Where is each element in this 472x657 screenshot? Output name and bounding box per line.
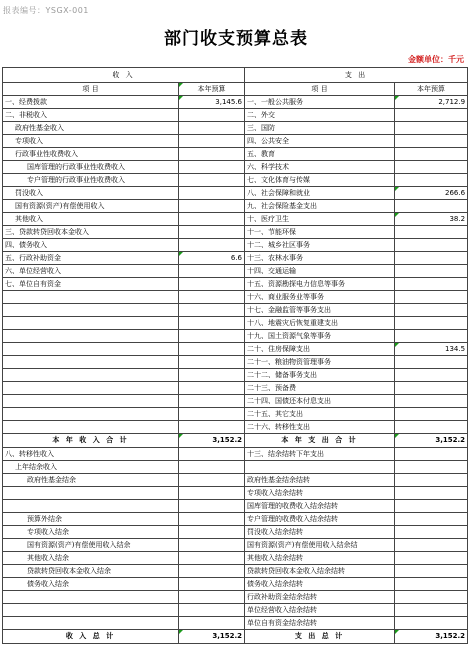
income-amount-cell[interactable] [179,109,245,122]
table-row [3,500,468,513]
income-item-cell[interactable]: 三、贷款转贷回收本金收入 [3,226,179,239]
expense-total-value[interactable]: 3,152.2 [395,630,468,644]
expense-item-cell[interactable]: 二十四、国债还本付息支出 [245,395,395,408]
expense-amount-cell[interactable] [395,591,468,604]
expense-item-cell[interactable]: 二十、住房保障支出 [245,343,395,356]
expense-subtotal-value[interactable]: 3,152.2 [395,434,468,448]
expense-item-cell[interactable]: 三、国防 [245,122,395,135]
expense-subtotal-label[interactable]: 本 年 支 出 合 计 [245,434,395,448]
income-amount-cell[interactable] [179,395,245,408]
income-item-cell[interactable]: 行政事业性收费收入 [3,148,179,161]
expense-amount-cell[interactable] [395,604,468,617]
income-item-cell[interactable] [3,617,179,630]
expense-total-label[interactable]: 支 出 总 计 [245,630,395,644]
expense-item-cell[interactable]: 十三、农林水事务 [245,252,395,265]
income-item-cell[interactable]: 六、单位经营收入 [3,265,179,278]
expense-amount-cell[interactable]: 38.2 [395,213,468,226]
expense-item-cell[interactable]: 二十二、储备事务支出 [245,369,395,382]
income-item-cell[interactable]: 国有资源(资产)有偿使用收入结余 [3,539,179,552]
expense-item-col-header: 项 目 [245,83,395,96]
income-amount-cell[interactable] [179,265,245,278]
expense-amount-cell[interactable] [395,174,468,187]
expense-amount-cell[interactable] [395,382,468,395]
expense-amount-cell[interactable] [395,226,468,239]
table-row [3,122,468,135]
expense-amount-cell[interactable] [395,109,468,122]
table-row [3,552,468,565]
expense-amount-col-header: 本年预算 [395,83,468,96]
income-amount-cell[interactable] [179,187,245,200]
expense-amount-cell[interactable] [395,265,468,278]
expense-item-cell[interactable]: 二、外交 [245,109,395,122]
income-amount-cell[interactable] [179,122,245,135]
expense-item-cell[interactable]: 十三、结余结转下年支出 [245,448,395,461]
budget-table [2,67,468,644]
income-item-col-header: 项 目 [3,83,179,96]
table-row [3,448,468,461]
income-amount-cell[interactable]: 3,145.6 [179,96,245,109]
table-row [3,408,468,421]
table-row [3,356,468,369]
income-total-label[interactable]: 收 入 总 计 [3,630,179,644]
expense-amount-cell[interactable] [395,500,468,513]
expense-amount-cell[interactable] [395,448,468,461]
income-amount-col-header: 本年预算 [179,83,245,96]
income-item-cell[interactable]: 上年结余收入 [3,461,179,474]
income-amount-cell[interactable] [179,200,245,213]
income-amount-cell[interactable] [179,330,245,343]
income-amount-cell[interactable] [179,487,245,500]
table-row [3,421,468,434]
income-amount-cell[interactable] [179,617,245,630]
expense-amount-cell[interactable] [395,539,468,552]
table-row [3,135,468,148]
income-amount-cell[interactable] [179,565,245,578]
income-amount-cell[interactable] [179,552,245,565]
income-amount-cell[interactable] [179,369,245,382]
expense-amount-cell[interactable] [395,408,468,421]
expense-item-cell[interactable]: 九、社会保险基金支出 [245,200,395,213]
table-row [3,213,468,226]
expense-item-cell[interactable]: 十五、资源勘探电力信息等事务 [245,278,395,291]
income-amount-cell[interactable] [179,526,245,539]
income-amount-cell[interactable] [179,148,245,161]
income-item-cell[interactable] [3,356,179,369]
table-row [3,291,468,304]
expense-item-cell[interactable]: 国有资源(资产)有偿使用收入结余结 [245,539,395,552]
income-amount-cell[interactable] [179,408,245,421]
expense-amount-cell[interactable] [395,148,468,161]
expense-amount-cell[interactable] [395,356,468,369]
income-item-cell[interactable]: 四、债务收入 [3,239,179,252]
expense-header: 支 出 [245,68,468,83]
table-row [3,474,468,487]
expense-item-cell[interactable]: 二十三、预备费 [245,382,395,395]
income-amount-cell[interactable] [179,461,245,474]
table-row [3,330,468,343]
expense-item-cell[interactable]: 政府性基金结余结转 [245,474,395,487]
income-item-cell[interactable]: 贷款转贷回收本金收入结余 [3,565,179,578]
table-row [3,343,468,356]
expense-amount-cell[interactable] [395,135,468,148]
income-item-cell[interactable]: 专项收入结余 [3,526,179,539]
income-amount-cell[interactable] [179,174,245,187]
expense-item-cell[interactable]: 国库管理的收费收入结余结转 [245,500,395,513]
expense-item-cell[interactable]: 债务收入结余结转 [245,578,395,591]
income-amount-cell[interactable] [179,356,245,369]
income-item-cell[interactable] [3,591,179,604]
income-amount-cell[interactable] [179,448,245,461]
expense-item-cell[interactable]: 贷款转贷回收本金收入结余结转 [245,565,395,578]
income-item-cell[interactable] [3,500,179,513]
income-item-cell[interactable] [3,395,179,408]
expense-item-cell[interactable]: 十七、金融监管等事务支出 [245,304,395,317]
expense-item-cell[interactable]: 十、医疗卫生 [245,213,395,226]
income-amount-cell[interactable] [179,500,245,513]
expense-amount-cell[interactable] [395,330,468,343]
income-item-cell[interactable] [3,291,179,304]
expense-amount-cell[interactable] [395,200,468,213]
income-amount-cell[interactable]: 6.6 [179,252,245,265]
table-row [3,239,468,252]
amount-unit: 金额单位：千元 [408,55,464,64]
income-item-cell[interactable] [3,369,179,382]
expense-item-cell[interactable]: 其他收入结余结转 [245,552,395,565]
income-amount-cell[interactable] [179,539,245,552]
expense-amount-cell[interactable] [395,565,468,578]
income-item-cell[interactable] [3,382,179,395]
table-row [3,604,468,617]
table-row [3,148,468,161]
expense-item-cell[interactable]: 二十一、粮油物资管理事务 [245,356,395,369]
expense-amount-cell[interactable] [395,278,468,291]
table-row [3,161,468,174]
expense-item-cell[interactable]: 十四、交通运输 [245,265,395,278]
expense-amount-cell[interactable]: 134.5 [395,343,468,356]
income-item-cell[interactable] [3,304,179,317]
expense-amount-cell[interactable] [395,474,468,487]
expense-amount-cell[interactable] [395,317,468,330]
expense-amount-cell[interactable]: 2,712.9 [395,96,468,109]
table-row [3,513,468,526]
income-amount-cell[interactable] [179,474,245,487]
expense-item-cell[interactable]: 罚没收入结余结转 [245,526,395,539]
income-item-cell[interactable]: 罚没收入 [3,187,179,200]
income-item-cell[interactable]: 国有资源(资产)有偿使用收入 [3,200,179,213]
income-item-cell[interactable]: 债务收入结余 [3,578,179,591]
table-row [3,174,468,187]
income-item-cell[interactable]: 其他收入结余 [3,552,179,565]
income-amount-cell[interactable] [179,343,245,356]
table-row [3,278,468,291]
table-row [3,565,468,578]
income-item-cell[interactable]: 政府性基金收入 [3,122,179,135]
section-header-row [3,68,468,83]
income-amount-cell[interactable] [179,421,245,434]
income-amount-cell[interactable] [179,239,245,252]
expense-item-cell[interactable] [245,461,395,474]
expense-item-cell[interactable]: 单位经营收入结余结转 [245,604,395,617]
income-amount-cell[interactable] [179,604,245,617]
income-item-cell[interactable] [3,330,179,343]
income-amount-cell[interactable] [179,213,245,226]
column-header-row [3,83,468,96]
income-item-cell[interactable]: 其他收入 [3,213,179,226]
table-row [3,187,468,200]
expense-item-cell[interactable]: 专户管理的收费收入结余结转 [245,513,395,526]
expense-amount-cell[interactable] [395,395,468,408]
income-item-cell[interactable]: 预算外结余 [3,513,179,526]
expense-item-cell[interactable]: 十二、城乡社区事务 [245,239,395,252]
expense-item-cell[interactable]: 单位自有资金结余结转 [245,617,395,630]
table-row [3,226,468,239]
table-row [3,200,468,213]
expense-amount-cell[interactable] [395,526,468,539]
expense-item-cell[interactable]: 十九、国土资源气象等事务 [245,330,395,343]
income-item-cell[interactable]: 五、行政补助资金 [3,252,179,265]
income-item-cell[interactable] [3,343,179,356]
income-amount-cell[interactable] [179,513,245,526]
expense-amount-cell[interactable] [395,617,468,630]
income-amount-cell[interactable] [179,578,245,591]
income-amount-cell[interactable] [179,135,245,148]
income-item-cell[interactable]: 二、非税收入 [3,109,179,122]
expense-amount-cell[interactable] [395,369,468,382]
expense-item-cell[interactable]: 十六、商业服务业等事务 [245,291,395,304]
expense-amount-cell[interactable] [395,513,468,526]
income-total-value[interactable]: 3,152.2 [179,630,245,644]
page-title: 部门收支预算总表 [164,29,308,49]
income-subtotal-value[interactable]: 3,152.2 [179,434,245,448]
subtotal-row [3,434,468,448]
income-amount-cell[interactable] [179,304,245,317]
table-row [3,96,468,109]
table-row [3,109,468,122]
table-row [3,369,468,382]
table-row [3,265,468,278]
income-subtotal-label[interactable]: 本 年 收 入 合 计 [3,434,179,448]
expense-amount-cell[interactable] [395,239,468,252]
expense-item-cell[interactable]: 四、公共安全 [245,135,395,148]
table-row [3,252,468,265]
income-item-cell[interactable]: 七、单位自有资金 [3,278,179,291]
expense-amount-cell[interactable] [395,122,468,135]
income-item-cell[interactable] [3,421,179,434]
grand-total-row [3,630,468,644]
income-item-cell[interactable]: 八、转移性收入 [3,448,179,461]
income-item-cell[interactable]: 国库管理的行政事业性收费收入 [3,161,179,174]
table-row [3,304,468,317]
expense-amount-cell[interactable]: 266.6 [395,187,468,200]
table-row [3,382,468,395]
expense-amount-cell[interactable] [395,487,468,500]
income-header: 收 入 [3,68,245,83]
income-item-cell[interactable] [3,408,179,421]
income-amount-cell[interactable] [179,161,245,174]
table-row [3,395,468,408]
expense-amount-cell[interactable] [395,161,468,174]
income-item-cell[interactable] [3,487,179,500]
report-code: 报表编号：YSGX-001 [3,6,89,15]
table-row [3,317,468,330]
table-row [3,578,468,591]
expense-amount-cell[interactable] [395,304,468,317]
expense-item-cell[interactable]: 二十五、其它支出 [245,408,395,421]
table-row [3,526,468,539]
expense-item-cell[interactable]: 二十六、转移性支出 [245,421,395,434]
table-row [3,539,468,552]
income-item-cell[interactable]: 政府性基金结余 [3,474,179,487]
expense-item-cell[interactable]: 一、一般公共服务 [245,96,395,109]
income-amount-cell[interactable] [179,317,245,330]
table-row [3,487,468,500]
income-item-cell[interactable]: 专项收入 [3,135,179,148]
expense-amount-cell[interactable] [395,552,468,565]
income-amount-cell[interactable] [179,382,245,395]
expense-item-cell[interactable]: 十八、地震灾后恢复重建支出 [245,317,395,330]
income-item-cell[interactable]: 专户管理的行政事业性收费收入 [3,174,179,187]
income-amount-cell[interactable] [179,591,245,604]
expense-amount-cell[interactable] [395,461,468,474]
expense-item-cell[interactable]: 七、文化体育与传媒 [245,174,395,187]
expense-amount-cell[interactable] [395,421,468,434]
expense-amount-cell[interactable] [395,578,468,591]
table-row [3,617,468,630]
income-amount-cell[interactable] [179,291,245,304]
expense-item-cell[interactable]: 六、科学技术 [245,161,395,174]
expense-item-cell[interactable]: 五、教育 [245,148,395,161]
income-item-cell[interactable] [3,317,179,330]
income-item-cell[interactable]: 一、经费拨款 [3,96,179,109]
expense-item-cell[interactable]: 专项收入结余结转 [245,487,395,500]
expense-item-cell[interactable]: 八、社会保障和就业 [245,187,395,200]
expense-amount-cell[interactable] [395,252,468,265]
table-row [3,591,468,604]
income-amount-cell[interactable] [179,226,245,239]
expense-item-cell[interactable]: 十一、节能环保 [245,226,395,239]
income-amount-cell[interactable] [179,278,245,291]
table-row [3,461,468,474]
expense-item-cell[interactable]: 行政补助资金结余结转 [245,591,395,604]
expense-amount-cell[interactable] [395,291,468,304]
income-item-cell[interactable] [3,604,179,617]
